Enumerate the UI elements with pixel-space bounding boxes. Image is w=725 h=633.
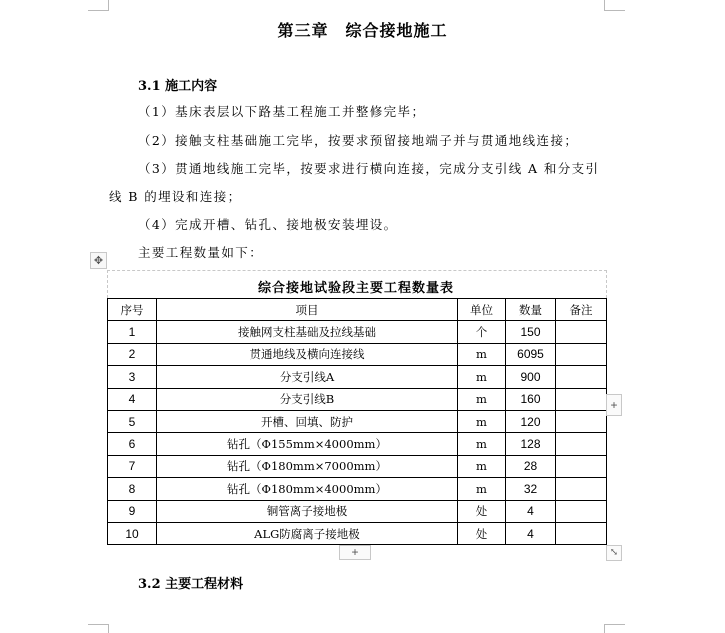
row-no: 10 — [108, 522, 157, 544]
row-note — [556, 478, 607, 500]
row-qty: 150 — [506, 321, 556, 343]
table-header-row — [108, 299, 607, 321]
row-no: 1 — [108, 321, 157, 343]
row-qty: 6095 — [506, 343, 556, 365]
chapter-title: 第三章 综合接地施工 — [277, 21, 448, 40]
add-column-button[interactable]: + — [606, 394, 622, 416]
row-unit: m — [458, 455, 506, 477]
row-note — [556, 321, 607, 343]
row-no: 9 — [108, 500, 157, 522]
page-corner-mark-top-left — [88, 0, 109, 11]
quantities-intro: 主要工程数量如下： — [138, 245, 264, 260]
table-resize-handle[interactable]: ⤡ — [606, 545, 622, 561]
row-note — [556, 500, 607, 522]
row-qty: 4 — [506, 500, 556, 522]
table-row — [108, 478, 607, 500]
row-unit: 处 — [458, 500, 506, 522]
row-qty: 160 — [506, 388, 556, 410]
row-no: 8 — [108, 478, 157, 500]
row-qty: 900 — [506, 366, 556, 388]
section-heading-3-2: 3.2 主要工程材料 — [138, 577, 244, 592]
header-item: 项目 — [157, 299, 458, 321]
row-item: 钻孔（Φ180mm×4000mm） — [157, 478, 458, 500]
row-item: 分支引线B — [157, 388, 458, 410]
row-note — [556, 433, 607, 455]
table-row — [108, 388, 607, 410]
header-note: 备注 — [556, 299, 607, 321]
row-note — [556, 410, 607, 432]
page-corner-mark-top-right — [604, 0, 625, 11]
row-unit: m — [458, 433, 506, 455]
row-qty: 120 — [506, 410, 556, 432]
row-item: 钻孔（Φ180mm×7000mm） — [157, 455, 458, 477]
row-no: 4 — [108, 388, 157, 410]
header-qty: 数量 — [506, 299, 556, 321]
content-item-2: （2）接触支柱基础施工完毕，按要求预留接地端子并与贯通地线连接； — [138, 133, 579, 148]
row-item: 贯通地线及横向连接线 — [157, 343, 458, 365]
row-no: 5 — [108, 410, 157, 432]
row-item: 钻孔（Φ155mm×4000mm） — [157, 433, 458, 455]
table-row — [108, 410, 607, 432]
row-unit: m — [458, 388, 506, 410]
row-item: 接触网支柱基础及拉线基础 — [157, 321, 458, 343]
row-unit: m — [458, 478, 506, 500]
content-item-3: （3）贯通地线施工完毕，按要求进行横向连接，完成分支引线 A 和分支引 — [138, 161, 600, 176]
header-unit: 单位 — [458, 299, 506, 321]
row-note — [556, 343, 607, 365]
table-row — [108, 433, 607, 455]
table-row — [108, 366, 607, 388]
row-note — [556, 388, 607, 410]
table-caption: 综合接地试验段主要工程数量表 — [257, 281, 454, 296]
table-row — [108, 522, 607, 544]
row-note — [556, 455, 607, 477]
table-row — [108, 321, 607, 343]
row-item: 铜管离子接地极 — [157, 500, 458, 522]
content-item-3-continued: 线 B 的埋设和连接； — [109, 189, 242, 204]
row-qty: 32 — [506, 478, 556, 500]
quantities-table — [107, 298, 607, 545]
add-row-button[interactable]: + — [339, 545, 371, 560]
row-note — [556, 522, 607, 544]
row-item: 分支引线A — [157, 366, 458, 388]
table-row — [108, 343, 607, 365]
row-no: 6 — [108, 433, 157, 455]
table-move-handle[interactable]: ✥ — [90, 252, 107, 269]
row-qty: 128 — [506, 433, 556, 455]
row-unit: m — [458, 366, 506, 388]
row-item: ALG防腐离子接地极 — [157, 522, 458, 544]
row-unit: 个 — [458, 321, 506, 343]
row-no: 3 — [108, 366, 157, 388]
row-item: 开槽、回填、防护 — [157, 410, 458, 432]
content-item-1: （1）基床表层以下路基工程施工并整修完毕； — [138, 104, 426, 119]
row-note — [556, 366, 607, 388]
header-no: 序号 — [108, 299, 157, 321]
row-unit: m — [458, 343, 506, 365]
row-no: 2 — [108, 343, 157, 365]
table-row — [108, 455, 607, 477]
row-unit: m — [458, 410, 506, 432]
content-item-4: （4）完成开槽、钻孔、接地极安装埋设。 — [138, 217, 398, 232]
row-qty: 4 — [506, 522, 556, 544]
row-qty: 28 — [506, 455, 556, 477]
row-no: 7 — [108, 455, 157, 477]
table-row — [108, 500, 607, 522]
section-heading-3-1: 3.1 施工内容 — [138, 79, 218, 94]
row-unit: 处 — [458, 522, 506, 544]
